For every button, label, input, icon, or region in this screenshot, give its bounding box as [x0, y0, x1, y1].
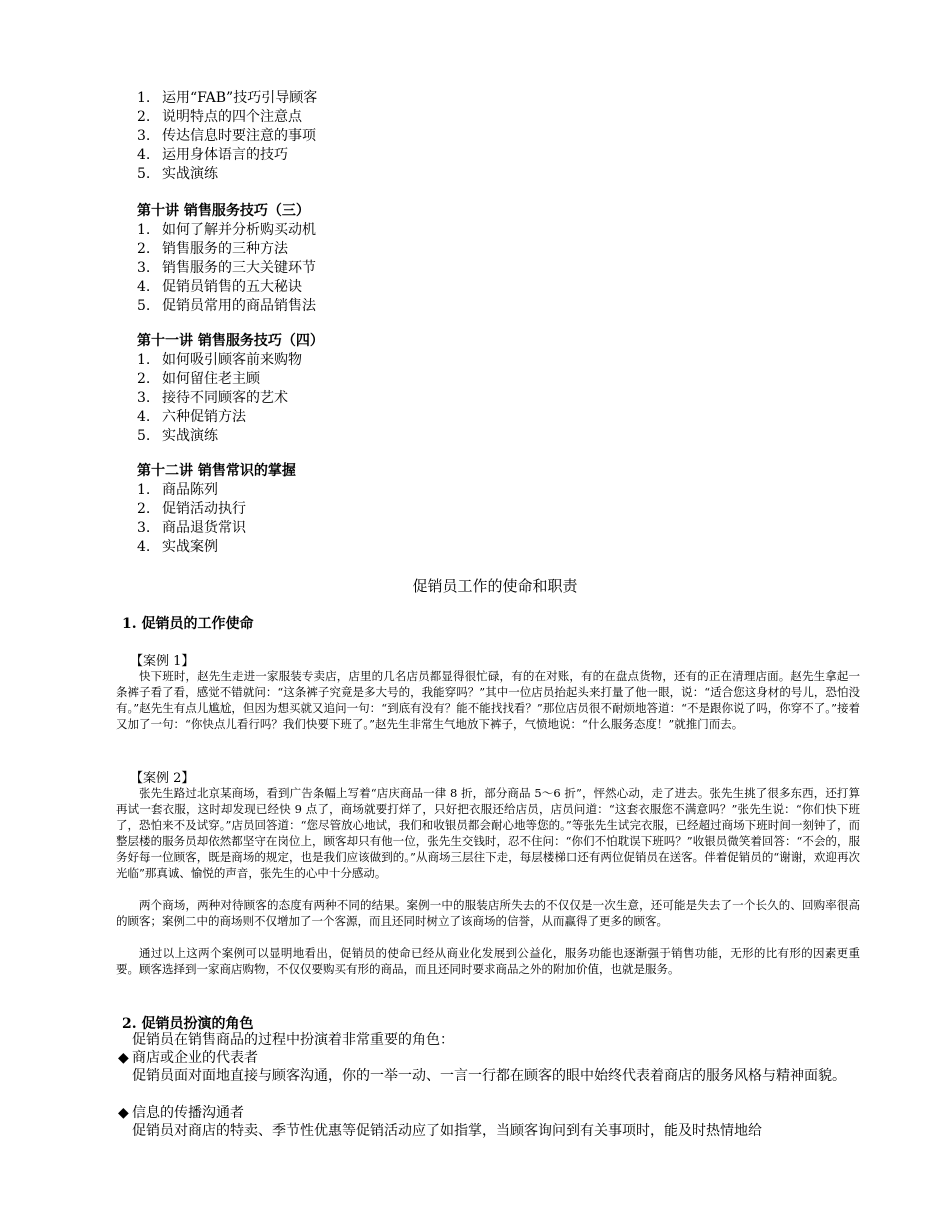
- section-1-title: 1. 促销员的工作使命: [122, 616, 254, 632]
- case-1-text: 快下班时，赵先生走进一家服装专卖店，店里的几名店员都显得很忙碌，有的在对账，有的在盘点货物，还有的正在清理店面。赵先生拿起一条裤子看了看，感觉不错就问：“这条裤子究竟是多大号的，我能穿吗？”其中一位店员抬起头来打量了他一眼，说：“适合您这身材的号儿，恐怕没有。”赵先生有点儿尴尬，但因为想买就又追问一句：“到底有没有？能不能找找看？”那位店员很不耐烦地答道：“不是跟你说了吗，你穿不了。”接着又加了一句：“你快点儿看行吗？我们快要下班了。”赵先生非常生气地放下裤子，气愤地说：“什么服务态度！”就推门而去。: [116, 669, 860, 731]
- case-1-label: 【案例 1】: [130, 654, 195, 669]
- list-item: 2. 说明特点的四个注意点: [137, 109, 302, 125]
- list-item: 5. 实战演练: [137, 428, 218, 444]
- list-item: 3. 传达信息时要注意的事项: [137, 128, 316, 144]
- lecture-11-section: [137, 332, 324, 446]
- lecture-12-title: 第十二讲 销售常识的掌握: [137, 463, 296, 479]
- list-item: 1. 商品陈列: [137, 482, 218, 498]
- page-title: 促销员工作的使命和职责: [412, 577, 578, 595]
- list-item: 3. 商品退货常识: [137, 520, 246, 536]
- lecture-11-title: 第十一讲 销售服务技巧（四）: [137, 333, 324, 349]
- section-2-intro: 促销员在销售商品的过程中扮演着非常重要的角色：: [132, 1032, 454, 1048]
- list-item: 3. 接待不同顾客的艺术: [137, 390, 288, 406]
- list-item: 4. 促销员销售的五大秘诀: [137, 279, 302, 295]
- case-2-text: 张先生路过北京某商场，看到广告条幅上写着“店庆商品一律 8 折，部分商品 5～6 折”，怦然心动，走了进去。张先生挑了很多东西，还打算再试一套衣服，这时却发现已经快 9 点了，商场就要打烊了，只好把衣服还给店员，店员问道：“这套衣服您不满意吗？”张先生说：“你们快下班了，恐怕来不及试穿。”店员回答道：“您尽管放心地试，我们和收银员都会耐心地等您的。”等张先生试完衣服，已经超过商场下班时间一刻钟了，而整层楼的服务员却依然都坚守在岗位上，顾客却只有他一位，张先生交钱时，忍不住问：“你们不怕耽误下班吗？”收银员微笑着回答：“不会的，服务好每一位顾客，既是商场的规定，也是我们应该做到的。”从商场三层往下走，每层楼梯口还有两位促销员在送客。伴着促销员的“谢谢，欢迎再次光临”那真诚、愉悦的声音，张先生的心中十分感动。: [116, 786, 860, 880]
- summary-paragraph-2: 通过以上这两个案例可以显明地看出，促销员的使命已经从商业化发展到公益化，服务功能也逐渐强于销售功能，无形的比有形的因素更重要。顾客选择到一家商店购物，不仅仅要购买有形的商品，而且还同时要求商品之外的附加价值，也就是服务。: [116, 946, 860, 976]
- list-item: 4. 运用身体语言的技巧: [137, 147, 288, 163]
- lecture-10-title: 第十讲 销售服务技巧（三）: [137, 203, 310, 219]
- lecture-10-section: [137, 202, 316, 316]
- course-outline-list: [137, 89, 317, 184]
- list-item: 1. 如何了解并分析购买动机: [137, 222, 316, 238]
- summary-paragraph-1: 两个商场，两种对待顾客的态度有两种不同的结果。案例一中的服装店所失去的不仅仅是一次生意，还可能是失去了一个长久的、回购率很高的顾客；案例二中的商场则不仅增加了一个客源，而且还同时树立了该商场的信誉，从而赢得了更多的顾客。: [116, 898, 860, 928]
- role-bullet-1: ◆ 商店或企业的代表者: [118, 1050, 258, 1066]
- list-item: 2. 如何留住老主顾: [137, 371, 260, 387]
- role-bullet-2: ◆ 信息的传播沟通者: [118, 1105, 244, 1121]
- list-item: 4. 实战案例: [137, 539, 218, 555]
- list-item: 2. 销售服务的三种方法: [137, 241, 288, 257]
- list-item: 4. 六种促销方法: [137, 409, 246, 425]
- role-bullet-2-text: 促销员对商店的特卖、季节性优惠等促销活动应了如指掌，当顾客询问到有关事项时，能及时热情地给: [132, 1123, 762, 1139]
- list-item: 2. 促销活动执行: [137, 501, 246, 517]
- section-2-title: 2. 促销员扮演的角色: [122, 1016, 254, 1032]
- role-bullet-1-text: 促销员面对面地直接与顾客沟通，你的一举一动、一言一行都在顾客的眼中始终代表着商店的服务风格与精神面貌。: [132, 1068, 846, 1084]
- case-2-label: 【案例 2】: [130, 771, 195, 786]
- diamond-bullet-icon: ◆: [118, 1105, 129, 1121]
- list-item: 3. 销售服务的三大关键环节: [137, 260, 316, 276]
- list-item: 5. 促销员常用的商品销售法: [137, 298, 316, 314]
- list-item: 5. 实战演练: [137, 166, 218, 182]
- list-item: 1. 如何吸引顾客前来购物: [137, 352, 302, 368]
- lecture-12-section: [137, 462, 296, 557]
- list-item: 1. 运用“FAB”技巧引导顾客: [137, 90, 318, 106]
- diamond-bullet-icon: ◆: [118, 1050, 129, 1066]
